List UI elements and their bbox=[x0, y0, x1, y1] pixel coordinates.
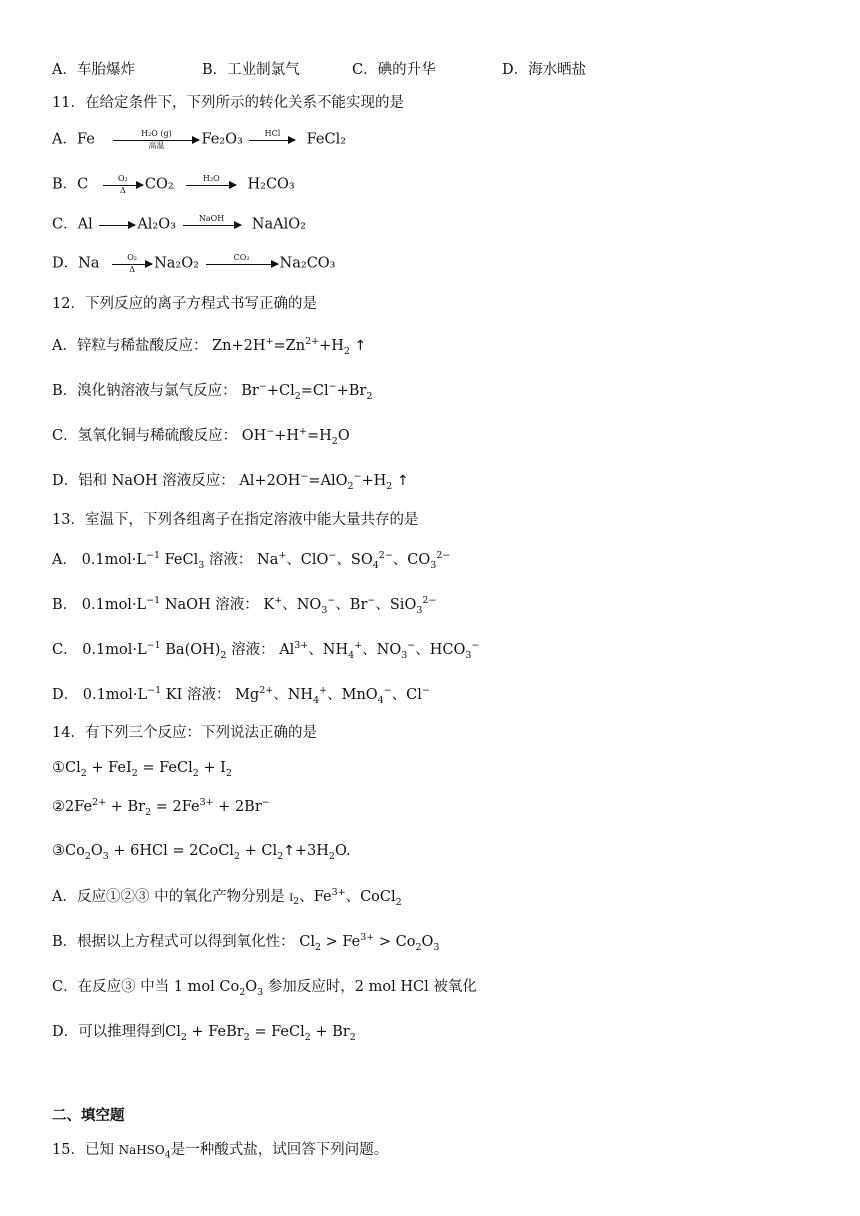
q14-d-equation: $Cl_2$ + FeBr$_2$ = FeCl$_2$ + $Br_2$ bbox=[165, 1024, 356, 1043]
q13-a-ions: Na+、ClO−、$SO_4^{2-}$、$CO_3^{2-}$ bbox=[257, 550, 451, 571]
q11-c-arrow1 bbox=[99, 214, 135, 235]
q10-option-c: C．碘的升华 bbox=[352, 62, 436, 78]
arrow-shaft bbox=[103, 185, 143, 186]
q14-c-text1: C．在反应③ 中当 1 mol bbox=[52, 979, 215, 995]
q12-a-text: A．锌粒与稀盐酸反应： bbox=[52, 338, 208, 354]
q14-a-text: A．反应①②③ 中的氧化产物分别是 bbox=[52, 889, 285, 905]
q11-d-arrow1 bbox=[112, 253, 152, 274]
q11-b-mid: CO₂ bbox=[144, 176, 174, 193]
arrow-shaft bbox=[99, 225, 135, 226]
q11-d-mid: Na₂O₂ bbox=[154, 255, 199, 272]
q15-formula: NaHSO$_4$ bbox=[118, 1143, 171, 1161]
q13-c-ions: $Al^{3+}$、$NH_4^+$、$NO_3^-$、$HCO_3^-$ bbox=[279, 640, 480, 661]
q14-option-d bbox=[52, 1022, 356, 1042]
q10-options bbox=[52, 60, 586, 80]
q12-stem: 12．下列反应的离子方程式书写正确的是 bbox=[52, 296, 317, 312]
up-arrow-icon: ↑ bbox=[354, 338, 367, 354]
q13-b-solution: NaOH 溶液： bbox=[164, 597, 259, 613]
arrow-shaft bbox=[206, 264, 278, 265]
q13-a-label: A． bbox=[52, 552, 77, 568]
q13-a-concentration: $0.1mol\cdot L^{-1}$ FeCl$_3$ bbox=[81, 550, 205, 571]
q11-b-arrow1-bottom: Δ bbox=[119, 186, 126, 195]
q13-c-label: C． bbox=[52, 642, 78, 658]
arrow-shaft bbox=[249, 140, 295, 141]
q14-c-text2: 参加反应时，2 mol HCl 被氧化 bbox=[267, 979, 477, 995]
q11-option-b bbox=[52, 174, 295, 195]
q14-b-order: $Cl_2 > Fe^{3+} > Co_2O_3$ bbox=[299, 932, 440, 953]
up-arrow-icon: ↑ bbox=[396, 473, 409, 489]
section-heading: 二、填空题 bbox=[52, 1108, 125, 1124]
q12-c-text: C．氢氧化铜与稀硫酸反应： bbox=[52, 428, 238, 444]
q12-option-a bbox=[52, 336, 366, 356]
q11-b-arrow1 bbox=[103, 174, 143, 195]
q13-d-ions: $Mg^{2+}$、$NH_4^+$、MnO$_4$−、Cl− bbox=[235, 685, 430, 706]
q13-c-concentration: $0.1mol\cdot L^{-1}$ $Ba(OH)_2$ bbox=[82, 640, 227, 661]
q11-d-arrow2 bbox=[206, 253, 278, 274]
q11-d-label: D．Na bbox=[52, 255, 100, 272]
q11-d-arrow1-bottom: Δ bbox=[129, 265, 135, 274]
q10-option-d: D．海水晒盐 bbox=[502, 62, 587, 78]
q14-reaction-2: $②2Fe^{2+} + Br_2 = 2Fe^{3+} + 2Br^-$ bbox=[52, 797, 270, 818]
q11-option-c bbox=[52, 214, 306, 235]
arrow-shaft bbox=[183, 225, 241, 226]
q14-c-formula: $Co_2O_3$ bbox=[219, 979, 264, 998]
q11-c-arrow2-top: NaOH bbox=[198, 214, 225, 223]
q13-option-c bbox=[52, 640, 479, 660]
q11-b-arrow1-top: O₂ bbox=[117, 174, 128, 183]
arrow-shaft bbox=[113, 140, 199, 141]
q12-d-equation: $Al+2OH^-=AlO_2^-+H_2$ ↑ bbox=[239, 471, 409, 492]
q14-reaction-3: $③Co_2O_3 + 6HCl$ = 2CoCl$_2$ + $Cl_2↑+3H_2O$. bbox=[52, 843, 351, 862]
q15-stem bbox=[52, 1140, 388, 1160]
arrow-empty-bottom bbox=[206, 265, 278, 274]
q11-a-arrow1-top: H₂O (g) bbox=[141, 129, 172, 138]
q11-b-end: H₂CO₃ bbox=[247, 176, 295, 193]
q13-option-d bbox=[52, 685, 430, 705]
q12-option-b bbox=[52, 381, 372, 401]
q11-a-arrow2-top: HCl bbox=[264, 129, 281, 138]
q11-a-end: FeCl₂ bbox=[306, 131, 347, 148]
arrow-shaft bbox=[186, 185, 236, 186]
q13-b-ions: K+、$NO_3^-$、Br−、SiO$_3^{2-}$ bbox=[263, 595, 437, 616]
q11-c-label: C．Al bbox=[52, 216, 93, 233]
q11-d-arrow1-top: O₂ bbox=[127, 253, 137, 262]
q10-option-a: A．车胎爆炸 bbox=[52, 62, 135, 78]
q10-option-b: B．工业制氯气 bbox=[202, 62, 300, 78]
q12-option-c bbox=[52, 426, 350, 446]
q13-b-concentration: $0.1mol\cdot L^{-1}$ bbox=[81, 595, 161, 613]
q15-suffix: 是一种酸式盐，试回答下列问题。 bbox=[170, 1142, 389, 1158]
q14-b-text: B．根据以上方程式可以得到氧化性： bbox=[52, 934, 295, 950]
q14-reaction-1: $①Cl_2 + FeI_2$ = FeCl$_2$ + $I_2$ bbox=[52, 760, 232, 779]
q13-option-b bbox=[52, 595, 436, 615]
q15-prefix: 15．已知 bbox=[52, 1142, 114, 1158]
q11-stem: 11．在给定条件下，下列所示的转化关系不能实现的是 bbox=[52, 95, 404, 111]
q11-option-a bbox=[52, 129, 346, 150]
q14-option-c bbox=[52, 977, 477, 997]
q11-d-arrow2-top: CO₂ bbox=[233, 253, 250, 262]
q13-d-label: D． bbox=[52, 687, 79, 703]
q11-option-d bbox=[52, 253, 336, 274]
q11-b-arrow2-top: H₂O bbox=[202, 174, 220, 183]
q13-d-concentration: $0.1mol\cdot L^{-1}$ bbox=[82, 685, 162, 703]
q11-a-arrow1-bottom: 高温 bbox=[148, 141, 165, 150]
q13-c-solution: 溶液： bbox=[231, 642, 275, 658]
q14-option-a bbox=[52, 887, 402, 909]
q11-c-end: NaAlO₂ bbox=[251, 216, 306, 233]
q11-a-label: A．Fe bbox=[52, 131, 95, 148]
q13-d-solution: KI 溶液： bbox=[165, 687, 231, 703]
arrow-empty-bottom bbox=[183, 226, 241, 235]
q11-b-label: B．C bbox=[52, 176, 89, 193]
q12-a-equation: $Zn+2H^+=Zn^{2+}+H_2$ ↑ bbox=[212, 336, 367, 357]
up-arrow-icon: ↑ bbox=[283, 843, 295, 859]
q11-d-end: Na₂CO₃ bbox=[279, 255, 336, 272]
q13-a-solution: 溶液： bbox=[208, 552, 253, 568]
q11-c-arrow2 bbox=[183, 214, 241, 235]
q14-stem: 14．有下列三个反应：下列说法正确的是 bbox=[52, 725, 317, 741]
q11-a-arrow2 bbox=[249, 129, 295, 150]
q11-a-mid: Fe₂O₃ bbox=[201, 131, 243, 148]
q11-a-arrow1 bbox=[113, 129, 199, 150]
q11-b-arrow2 bbox=[186, 174, 236, 195]
q14-option-b bbox=[52, 932, 439, 952]
q12-d-text: D．铝和 NaOH 溶液反应： bbox=[52, 473, 235, 489]
q13-b-label: B． bbox=[52, 597, 78, 613]
q12-b-text: B．溴化钠溶液与氯气反应： bbox=[52, 383, 237, 399]
q13-stem: 13．室温下，下列各组离子在指定溶液中能大量共存的是 bbox=[52, 512, 419, 528]
q12-option-d bbox=[52, 471, 409, 491]
q14-a-products: $I_2$、$Fe^{3+}$、CoCl$_2$ bbox=[289, 887, 402, 908]
q12-c-equation: $OH^-+H^+=H_2O$ bbox=[241, 426, 350, 447]
q12-b-equation: $Br^-+Cl_2=Cl^-+Br_2$ bbox=[241, 381, 373, 402]
q14-d-text: D．可以推理得到 bbox=[52, 1024, 166, 1040]
arrow-shaft bbox=[112, 264, 152, 265]
q11-c-mid: Al₂O₃ bbox=[137, 216, 176, 233]
q13-option-a bbox=[52, 550, 450, 570]
